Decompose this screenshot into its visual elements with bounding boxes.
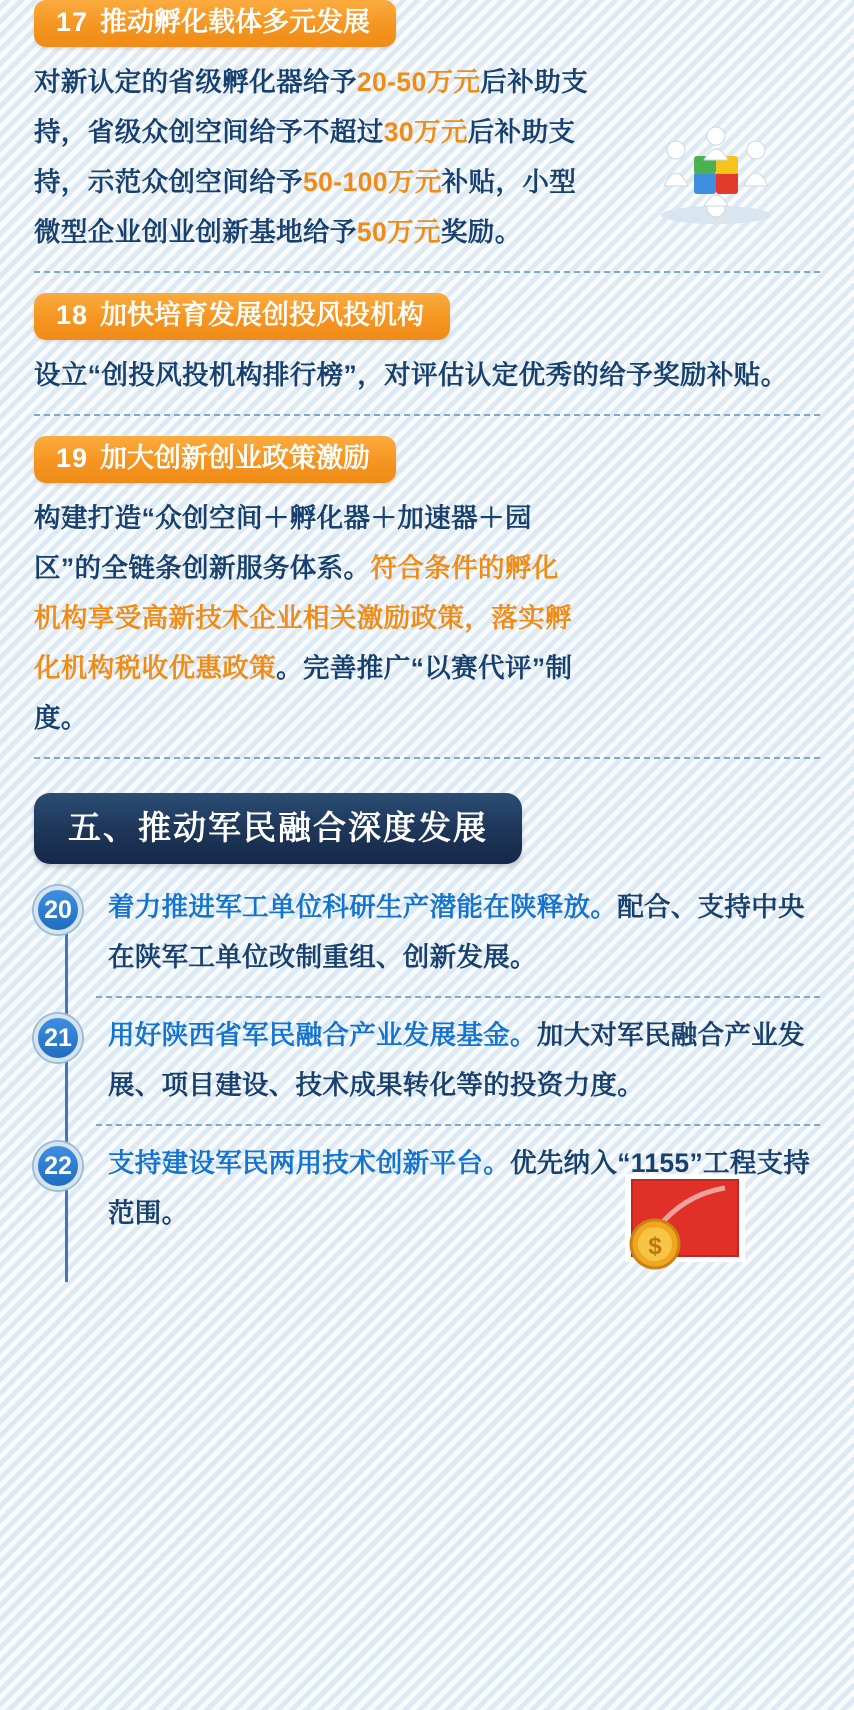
item-17-paragraph (34, 57, 594, 257)
timeline-rest: 优先纳入“1155”工程支持范围。 (108, 1148, 811, 1228)
text-run-highlight: 50万元 (356, 217, 441, 247)
list-item (34, 1138, 820, 1242)
section-5-title: 五、推动军民融合深度发展 (68, 809, 488, 846)
item-19-header (34, 436, 396, 483)
text-run: 后补助支持，示范众创空间给予 (34, 117, 576, 197)
timeline-badge-22: 22 (34, 1142, 82, 1190)
text-run: 对新认定的省级孵化器给予 (34, 67, 357, 97)
divider (96, 1124, 820, 1126)
timeline-list (34, 882, 820, 1242)
item-17-number: 17 (56, 7, 89, 37)
timeline-text-22 (108, 1138, 820, 1238)
text-run: 补贴，小型微型企业创业创新基地给予 (34, 167, 577, 247)
item-19-title: 加大创新创业政策激励 (100, 443, 371, 473)
item-18-header (34, 293, 450, 340)
item-18-paragraph: 设立“创投风投机构排行榜”，对评估认定优秀的给予奖励补贴。 (34, 360, 788, 390)
text-run-highlight: 30万元 (383, 117, 468, 147)
text-run-highlight: 符合条件的孵化机构享受高新技术企业相关激励政策，落实孵化机构税收优惠政策 (34, 553, 572, 683)
text-run: 奖励。 (440, 217, 522, 247)
timeline-rest: 配合、支持中央在陕军工单位改制重组、创新发展。 (108, 892, 805, 972)
item-18-block (34, 293, 820, 416)
divider (34, 271, 820, 273)
item-19-number: 19 (56, 443, 89, 473)
timeline-badge-21: 21 (34, 1014, 82, 1062)
divider (96, 996, 820, 998)
timeline-lead: 着力推进军工单位科研生产潜能在陕释放。 (108, 892, 618, 922)
item-19-paragraph (34, 493, 574, 743)
text-run-highlight: 50-100万元 (303, 167, 442, 197)
timeline-lead: 用好陕西省军民融合产业发展基金。 (108, 1020, 537, 1050)
timeline-lead: 支持建设军民两用技术创新平台。 (108, 1148, 510, 1178)
people-teamwork-puzzle-icon (646, 120, 786, 230)
text-run: 。完善推广“以赛代评”制度。 (34, 653, 573, 733)
timeline-text-21 (108, 1010, 820, 1110)
divider (34, 414, 820, 416)
timeline-text-20 (108, 882, 820, 982)
timeline-rest: 加大对军民融合产业发展、项目建设、技术成果转化等的投资力度。 (108, 1020, 805, 1100)
list-item (34, 1010, 820, 1114)
list-item (34, 882, 820, 986)
text-run: 构建打造“众创空间＋孵化器＋加速器＋园区”的全链条创新服务体系。 (34, 503, 532, 583)
item-17-header (34, 0, 396, 47)
divider (34, 757, 820, 759)
timeline-badge-20: 20 (34, 886, 82, 934)
text-run: 后补助支持，省级众创空间给予不超过 (34, 67, 588, 147)
text-run-highlight: 20-50万元 (356, 67, 481, 97)
svg-text:$: $ (648, 1233, 662, 1260)
item-17-title: 推动孵化载体多元发展 (100, 7, 371, 37)
item-17-block (34, 0, 820, 273)
item-18-title: 加快培育发展创投风投机构 (100, 300, 425, 330)
item-18-number: 18 (56, 300, 89, 330)
section-5-banner (34, 793, 522, 864)
